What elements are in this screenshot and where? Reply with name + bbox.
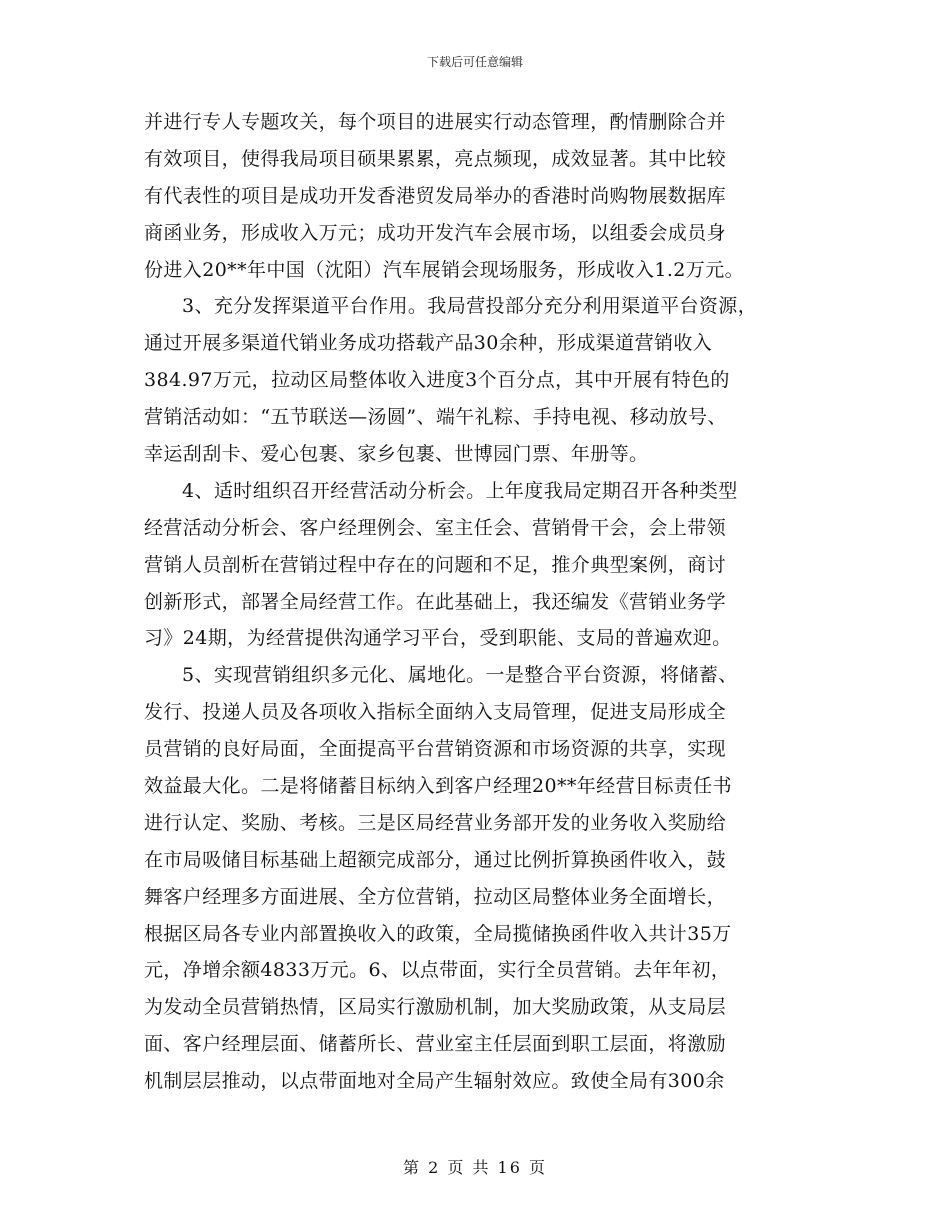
text-line: 营销人员剖析在营销过程中存在的问题和不足，推介典型案例，商讨 bbox=[144, 553, 727, 576]
text-line: 创新形式，部署全局经营工作。在此基础上，我还编发《营销业务学 bbox=[144, 590, 727, 613]
text-line: 份进入20**年中国（沈阳）汽车展销会现场服务，形成收入1.2万元。 bbox=[144, 258, 744, 281]
text-line: 通过开展多渠道代销业务成功搭载产品30余种，形成渠道营销收入 bbox=[144, 332, 713, 355]
text-line: 经营活动分析会、客户经理例会、室主任会、营销骨干会，会上带领 bbox=[144, 516, 727, 539]
text-line: 员营销的良好局面，全面提高平台营销资源和市场资源的共享，实现 bbox=[144, 738, 727, 761]
body-text bbox=[144, 104, 824, 1100]
text-line: 幸运刮刮卡、爱心包裹、家乡包裹、世博园门票、年册等。 bbox=[144, 443, 649, 466]
text-line: 发行、投递人员及各项收入指标全面纳入支局管理，促进支局形成全 bbox=[144, 701, 727, 724]
text-line: 习》24期，为经营提供沟通学习平台，受到职能、支局的普遍欢迎。 bbox=[144, 627, 732, 650]
text-line: 有效项目，使得我局项目硕果累累，亮点频现，成效显著。其中比较 bbox=[144, 147, 727, 170]
text-line: 舞客户经理多方面进展、全方位营销，拉动区局整体业务全面增长， bbox=[144, 885, 727, 908]
page-number: 第 2 页 共 16 页 bbox=[403, 1158, 547, 1177]
text-line: 5、实现营销组织多元化、属地化。一是整合平台资源，将储蓄、 bbox=[182, 664, 738, 687]
text-line: 有代表性的项目是成功开发香港贸发局举办的香港时尚购物展数据库 bbox=[144, 184, 727, 207]
text-line: 机制层层推动，以点带面地对全局产生辐射效应。致使全局有300余 bbox=[144, 1070, 725, 1093]
text-line: 效益最大化。二是将储蓄目标纳入到客户经理20**年经营目标责任书 bbox=[144, 775, 732, 798]
text-line: 4、适时组织召开经营活动分析会。上年度我局定期召开各种类型 bbox=[182, 479, 738, 502]
header-note: 下载后可任意编辑 bbox=[426, 55, 523, 69]
text-line: 在市局吸储目标基础上超额完成部分，通过比例折算换函件收入，鼓 bbox=[144, 848, 727, 871]
text-line: 为发动全员营销热情，区局实行激励机制，加大奖励政策，从支局层 bbox=[144, 996, 727, 1019]
text-line: 元，净增余额4833万元。6、以点带面，实行全员营销。去年年初， bbox=[144, 959, 731, 982]
text-line: 面、客户经理层面、储蓄所长、营业室主任层面到职工层面，将激励 bbox=[144, 1033, 727, 1056]
text-line: 营销活动如：“五节联送—汤圆”、端午礼粽、手持电视、移动放号、 bbox=[144, 406, 727, 429]
text-line: 根据区局各专业内部置换收入的政策，全局揽储换函件收入共计35万 bbox=[144, 922, 732, 945]
text-line: 384.97万元，拉动区局整体收入进度3个百分点，其中开展有特色的 bbox=[144, 369, 730, 392]
text-line: 商函业务，形成收入万元；成功开发汽车会展市场，以组委会成员身 bbox=[144, 221, 727, 244]
text-line: 进行认定、奖励、考核。三是区局经营业务部开发的业务收入奖励给 bbox=[144, 811, 727, 834]
text-line: 3、充分发挥渠道平台作用。我局营投部分充分利用渠道平台资源， bbox=[182, 295, 758, 318]
text-line: 并进行专人专题攻关，每个项目的进展实行动态管理，酌情删除合并 bbox=[144, 111, 727, 133]
